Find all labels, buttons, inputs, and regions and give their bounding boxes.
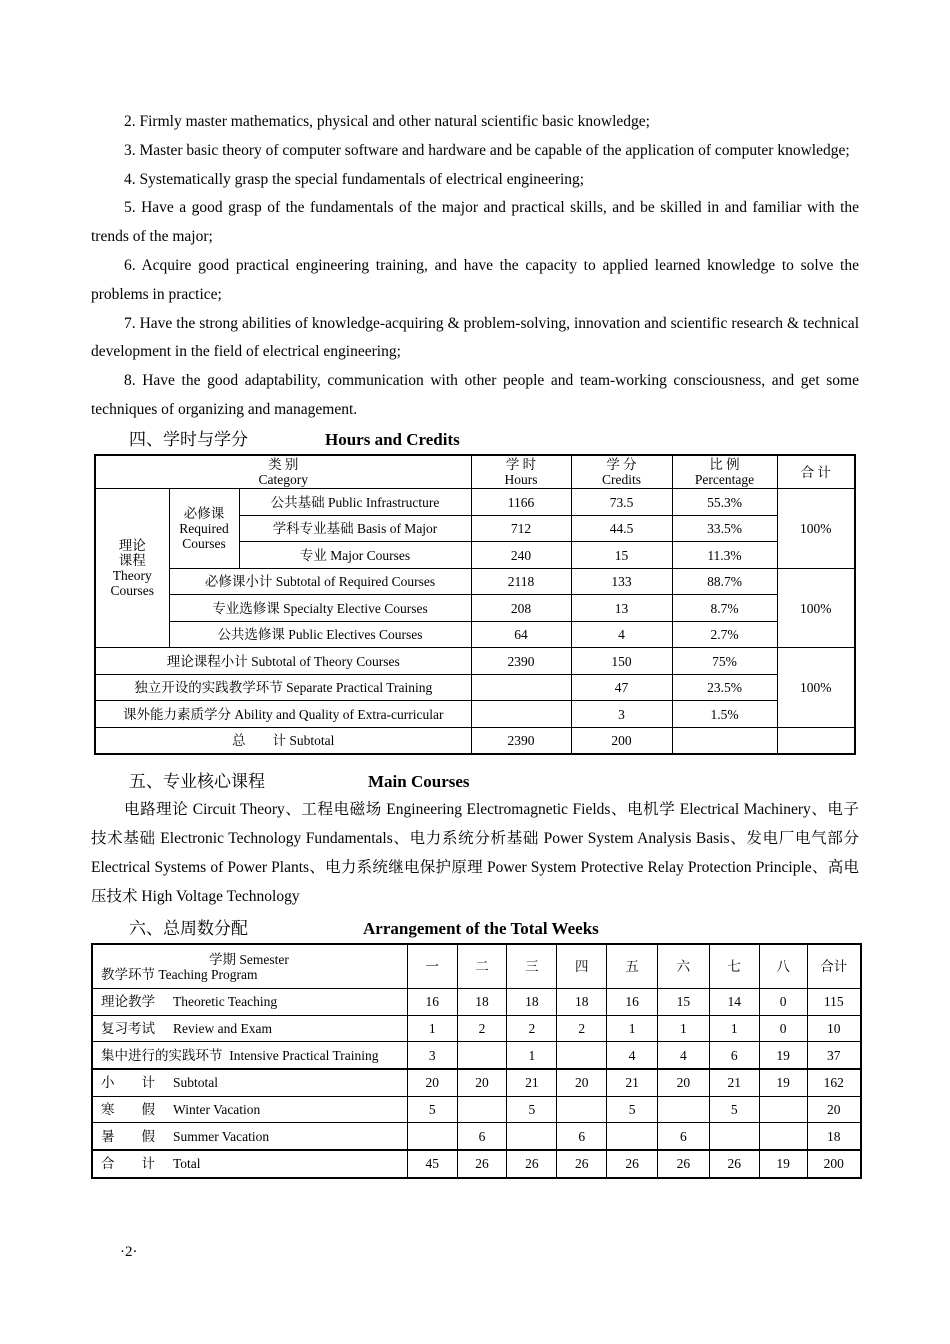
objective-8: 8. Have the good adaptability, communication with other people and team-working consciousness, and get some techniques of organizing and management. xyxy=(91,372,859,418)
required-courses-label: 必修课 Required Courses xyxy=(169,489,239,569)
page-number: ·2· xyxy=(120,1244,138,1260)
table-row: 必修课小计 Subtotal of Required Courses 2118 133 88.7% 100% xyxy=(95,568,855,595)
section-hours-credits-heading: 四、学时与学分 Hours and Credits xyxy=(129,429,460,449)
header-total: 合 计 xyxy=(777,455,855,489)
table-row: 理论教学 Theoretic Teaching 16 18 18 18 16 15 14 0 115 xyxy=(92,988,861,1015)
objective-3: 3. Master basic theory of computer software and hardware and be capable of the application of computer knowledge; xyxy=(124,141,850,159)
table-row: 集中进行的实践环节 Intensive Practical Training 3 1 4 4 6 19 37 xyxy=(92,1042,861,1069)
section-main-courses-heading: 五、专业核心课程 Main Courses xyxy=(129,772,470,792)
objective-6: 6. Acquire good practical engineering training, and have the capacity to applied learned knowledge to solve the problems in practice; xyxy=(91,256,859,303)
table-row: 合 计 Total 45 26 26 26 26 26 26 19 200 xyxy=(92,1150,861,1178)
header-hours: 学 时 Hours xyxy=(471,455,571,489)
table-row: 专业 Major Courses 240 15 11.3% xyxy=(95,542,855,569)
total-percent: 100% xyxy=(777,489,855,569)
header-credits: 学 分 Credits xyxy=(571,455,672,489)
objective-7: 7. Have the strong abilities of knowledge-acquiring & problem-solving, innovation and scientific research & technical development in the field of electrical engineering; xyxy=(91,314,859,361)
table-row: 小 计 Subtotal 20 20 21 20 21 20 21 19 162 xyxy=(92,1069,861,1096)
header-percentage: 比 例 Percentage xyxy=(672,455,777,489)
table-row: 理论课程小计 Subtotal of Theory Courses 2390 150 75% 100% xyxy=(95,648,855,675)
table-row: 寒 假 Winter Vacation 5 5 5 5 20 xyxy=(92,1096,861,1123)
table-row: 理论 课程 Theory Courses 必修课 Required Courses 公共基础 Public Infrastructure 1166 73.5 55.3% 100% xyxy=(95,489,855,516)
objective-2: 2. Firmly master mathematics, physical and other natural scientific basic knowledge; xyxy=(124,113,650,130)
section-total-weeks-heading: 六、总周数分配 Arrangement of the Total Weeks xyxy=(129,919,599,939)
theory-courses-label: 理论 课程 Theory Courses xyxy=(95,489,169,648)
table-header-row: 学期 Semester 教学环节 Teaching Program 一 二 三 四 五 六 七 八 合计 xyxy=(92,944,861,988)
table-row: 独立开设的实践教学环节 Separate Practical Training 47 23.5% xyxy=(95,674,855,701)
header-semester-program: 学期 Semester 教学环节 Teaching Program xyxy=(92,944,407,988)
total-percent: 100% xyxy=(777,648,855,728)
table-header-row xyxy=(95,455,855,489)
objective-4: 4. Systematically grasp the special fundamentals of electrical engineering; xyxy=(124,170,585,188)
table-row: 暑 假 Summer Vacation 6 6 6 18 xyxy=(92,1123,861,1150)
hours-credits-table xyxy=(94,454,856,756)
table-row: 课外能力素质学分 Ability and Quality of Extra-curricular 3 1.5% xyxy=(95,701,855,728)
table-row: 公共选修课 Public Electives Courses 64 4 2.7% xyxy=(95,621,855,648)
table-row: 专业选修课 Specialty Elective Courses 208 13 8.7% xyxy=(95,595,855,622)
document-body xyxy=(91,108,859,1179)
table-row: 复习考试 Review and Exam 1 2 2 2 1 1 1 0 10 xyxy=(92,1015,861,1042)
header-category: 类 别 Category xyxy=(95,455,471,489)
main-courses-text: 电路理论 Circuit Theory、工程电磁场 Engineering Electromagnetic Fields、电机学 Electrical Machinery、电子技术基础 Electronic Technology Fundamentals、电力系统分析基础 Power System Analysis Basis、发电厂电气部分 Electrical Systems of Power Plants、电力系统继电保护原理 Power System Protective Relay Protection Principle、高电压技术 High Voltage Technology xyxy=(91,801,859,905)
objective-5: 5. Have a good grasp of the fundamentals of the major and practical skills, and be skilled in and familiar with the trends of the major; xyxy=(91,199,859,246)
total-percent: 100% xyxy=(777,568,855,648)
table-row: 总 计 Subtotal 2390 200 xyxy=(95,727,855,754)
total-weeks-table xyxy=(91,943,862,1178)
table-row: 学科专业基础 Basis of Major 712 44.5 33.5% xyxy=(95,515,855,542)
